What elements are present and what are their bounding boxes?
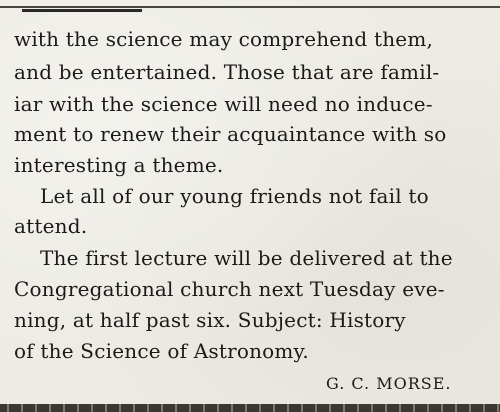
bottom-column-rule bbox=[0, 404, 500, 412]
text-line: The first lecture will be delivered at the bbox=[40, 246, 453, 270]
text-line: of the Science of Astronomy. bbox=[14, 339, 309, 363]
text-line: ment to renew their acquaintance with so bbox=[14, 122, 447, 146]
author-signature: G. C. MORSE. bbox=[326, 374, 452, 393]
text-line: and be entertained. Those that are famil- bbox=[14, 60, 440, 84]
text-line: with the science may comprehend them, bbox=[14, 27, 434, 51]
text-line: ning, at half past six. Subject: History bbox=[14, 308, 406, 332]
top-column-rule bbox=[0, 6, 500, 8]
text-line: Let all of our young friends not fail to bbox=[40, 184, 429, 208]
top-rule-fragment bbox=[22, 9, 142, 12]
text-line: attend. bbox=[14, 214, 88, 238]
text-line: iar with the science will need no induce- bbox=[14, 92, 433, 116]
text-line: Congregational church next Tuesday eve- bbox=[14, 277, 445, 301]
text-line: interesting a theme. bbox=[14, 153, 224, 177]
